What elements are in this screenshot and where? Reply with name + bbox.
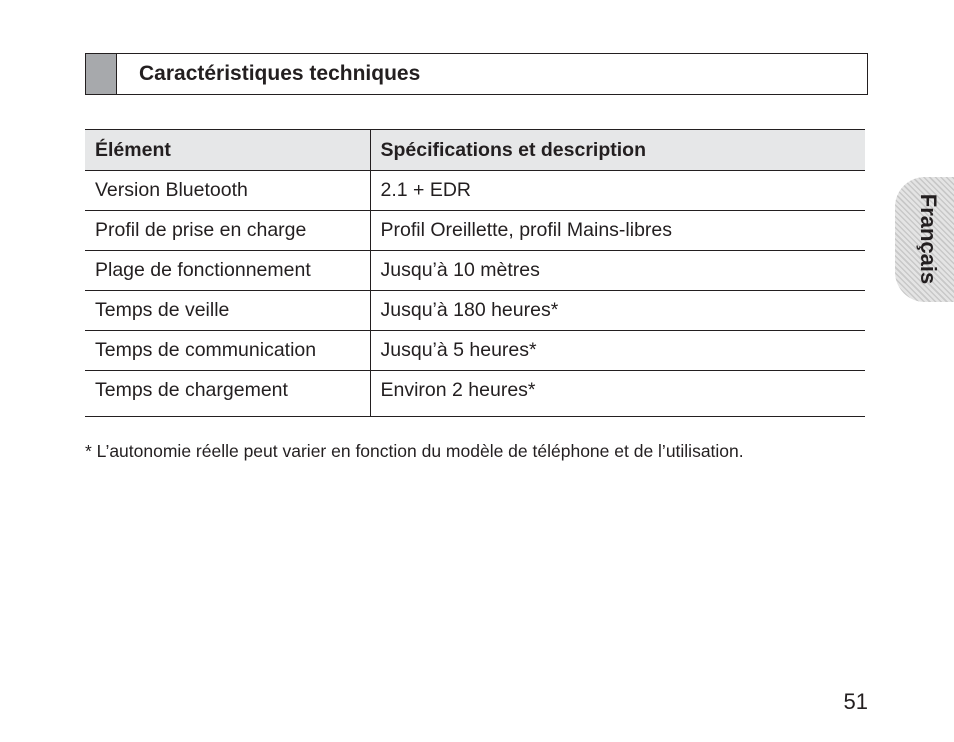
row-label: Temps de communication [85, 331, 370, 371]
specifications-table [85, 129, 865, 417]
table-row [85, 171, 865, 211]
language-tab-label: Français [916, 193, 941, 285]
row-label: Profil de prise en charge [85, 211, 370, 251]
table-row [85, 331, 865, 371]
column-header-specification: Spécifications et description [370, 130, 865, 171]
table-row [85, 371, 865, 417]
row-label: Plage de fonctionnement [85, 251, 370, 291]
row-value: Environ 2 heures* [370, 371, 865, 417]
table-header-row [85, 130, 865, 171]
row-value: Jusqu’à 180 heures* [370, 291, 865, 331]
section-header-tab [86, 54, 117, 94]
language-tab [895, 177, 954, 302]
table-row [85, 251, 865, 291]
section-header [85, 53, 868, 95]
row-value: 2.1 + EDR [370, 171, 865, 211]
row-label: Version Bluetooth [85, 171, 370, 211]
row-label: Temps de veille [85, 291, 370, 331]
page-number: 51 [843, 689, 868, 714]
row-label: Temps de chargement [85, 371, 370, 417]
table-row [85, 291, 865, 331]
table-row [85, 211, 865, 251]
row-value: Jusqu’à 10 mètres [370, 251, 865, 291]
footnote: * L’autonomie réelle peut varier en fonction du modèle de téléphone et de l’utilisation. [85, 441, 744, 461]
row-value: Profil Oreillette, profil Mains-libres [370, 211, 865, 251]
section-title: Caractéristiques techniques [139, 62, 421, 85]
row-value: Jusqu’à 5 heures* [370, 331, 865, 371]
column-header-element: Élément [85, 130, 370, 171]
